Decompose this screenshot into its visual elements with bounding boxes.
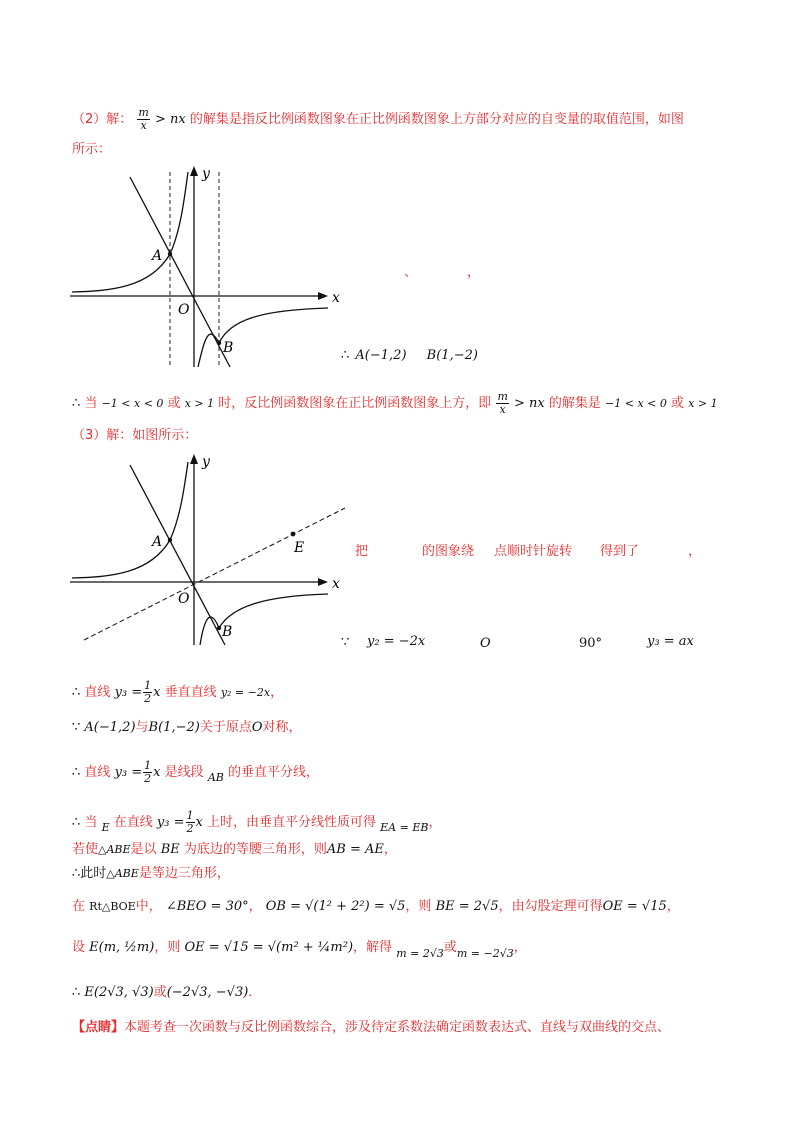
conclusion-text-2: 的解集是 (548, 396, 601, 411)
line-right-triangle: 在 Rt△BOE中， ∠BEO = 30°， OB = √(1² + 2²) = √5，则 BE = 2√5，由勾股定理可得OE = √15， (72, 899, 680, 914)
label-A: A (152, 534, 163, 550)
part2-label: （2）解： (72, 112, 133, 127)
line-E-on-line: ∴ 当 $_E$ 在直线 y₃ = $\frac{1}{2}$ x 上时，由垂直平分线性质可得 $_{EA = EB}$， (72, 809, 442, 835)
rotate-b: 的图象绕 (422, 544, 475, 559)
or: 或 (167, 396, 181, 411)
point-B-dot (217, 626, 221, 630)
x-axis-arrow (318, 292, 328, 300)
fraction-half: $\frac{1}{2}$ (144, 679, 152, 705)
hyperbola-lower-right (198, 308, 328, 367)
label-O: O (178, 591, 190, 607)
point-A: A(−1,2) (355, 348, 407, 363)
hyperbola-lower-right (200, 594, 328, 645)
rotate-formula-90: 90° (579, 636, 603, 651)
comment-tag: 【点睛】 (72, 1020, 125, 1035)
therefore-symbol: ∴ (341, 348, 350, 363)
part2-line2: 所示： (72, 142, 112, 157)
label-B: B (223, 340, 234, 356)
line-E-result: ∴ E(2√3, √3)或(−2√3, −√3)． (72, 985, 262, 1000)
label-B: B (222, 624, 233, 640)
label-E: E (294, 540, 305, 556)
fraction-m-over-x-2: $\frac{m}{x}$ (497, 390, 508, 416)
when: 当 (84, 396, 98, 411)
line-equilateral: ∴此时△ABE是等边三角形， (72, 866, 230, 881)
line-y-neg2x (130, 465, 225, 645)
or-2: 或 (671, 396, 685, 411)
rotate-formula-O: O (480, 636, 491, 651)
rotate-formula-y2: y₂ = −2x (367, 634, 426, 649)
graph-part2 (70, 162, 340, 372)
inequality: > nx (155, 112, 186, 127)
line-set-E: 设 E(m, ½m)，则 OE = √15 = √(m² + ¼m²)，解得 $_{m = 2√3}$或$_{m = -2√3}$， (72, 940, 527, 960)
label-x: x (332, 290, 340, 306)
y-axis-arrow (190, 454, 198, 464)
line-perpendicular: ∴ 直线 y₃ = $\frac{1}{2}$ x 垂直直线 y₂ = −2x， (72, 679, 284, 705)
label-y: y (202, 166, 210, 182)
point-A-dot (168, 252, 172, 256)
line-symmetric: ∵ A(−1,2)与B(1,−2)关于原点O对称， (72, 720, 302, 735)
x-axis-arrow (318, 578, 328, 586)
point-E-dot (291, 532, 296, 537)
y-axis-arrow (190, 166, 198, 176)
part2-text-a: 的解集是指反比例函数图象在正比例函数图象上方部分对应的自变量的取值范围，如图 (189, 112, 684, 127)
part2-points (341, 348, 478, 364)
point-B: B(1,−2) (426, 348, 478, 363)
label-A: A (152, 248, 163, 264)
rotate-c: 点顺时针旋转 (494, 544, 573, 559)
part2-comma: ， (467, 265, 481, 280)
conclusion-text: 时，反比例函数图象在正比例函数图象上方，即 (218, 396, 492, 411)
part2-conclusion-line: ∴ 当 −1 < x < 0 或 x > 1 时，反比例函数图象在正比例函数图象上方，即 $\frac{m}{x}$ > nx 的解集是 −1 < x < 0 或 x > 1 (72, 390, 718, 416)
graph-part3 (70, 450, 350, 650)
fraction-m-over-x: $\frac{m}{x}$ (138, 106, 149, 132)
range-4: x > 1 (688, 397, 718, 410)
range-2: x > 1 (184, 397, 215, 410)
range-3: −1 < x < 0 (605, 397, 667, 410)
rotate-formula-y3: y₃ = ax (647, 634, 694, 649)
part3-label: （3）解：如图所示： (72, 428, 198, 443)
part2-line1 (72, 107, 684, 132)
hyperbola-upper-left (72, 172, 188, 292)
comment-line (72, 1020, 670, 1036)
line-bisector: ∴ 直线 y₃ = $\frac{1}{2}$ x 是线段 $_{AB}$ 的垂直平分线， (72, 759, 319, 785)
comment-text: 本题考查一次函数与反比例函数综合，涉及待定系数法确定函数表达式、直线与双曲线的交点、 (124, 1020, 671, 1035)
hyperbola-upper-left (72, 462, 188, 578)
rotate-d: 得到了 (600, 544, 640, 559)
part2-mark: 、 (404, 265, 418, 280)
line-isosceles: 若使△ABE是以 BE 为底边的等腰三角形，则AB = AE， (72, 842, 397, 857)
rotate-e: ， (688, 544, 702, 559)
label-O: O (178, 302, 190, 318)
point-B-dot (217, 341, 221, 345)
rotate-a: 把 (355, 544, 369, 559)
range-1: −1 < x < 0 (101, 397, 164, 410)
label-y: y (202, 454, 210, 470)
point-A-dot (168, 538, 172, 542)
label-x: x (332, 576, 340, 592)
line-y-neg2x (130, 177, 230, 367)
because-symbol: ∵ (341, 635, 350, 650)
